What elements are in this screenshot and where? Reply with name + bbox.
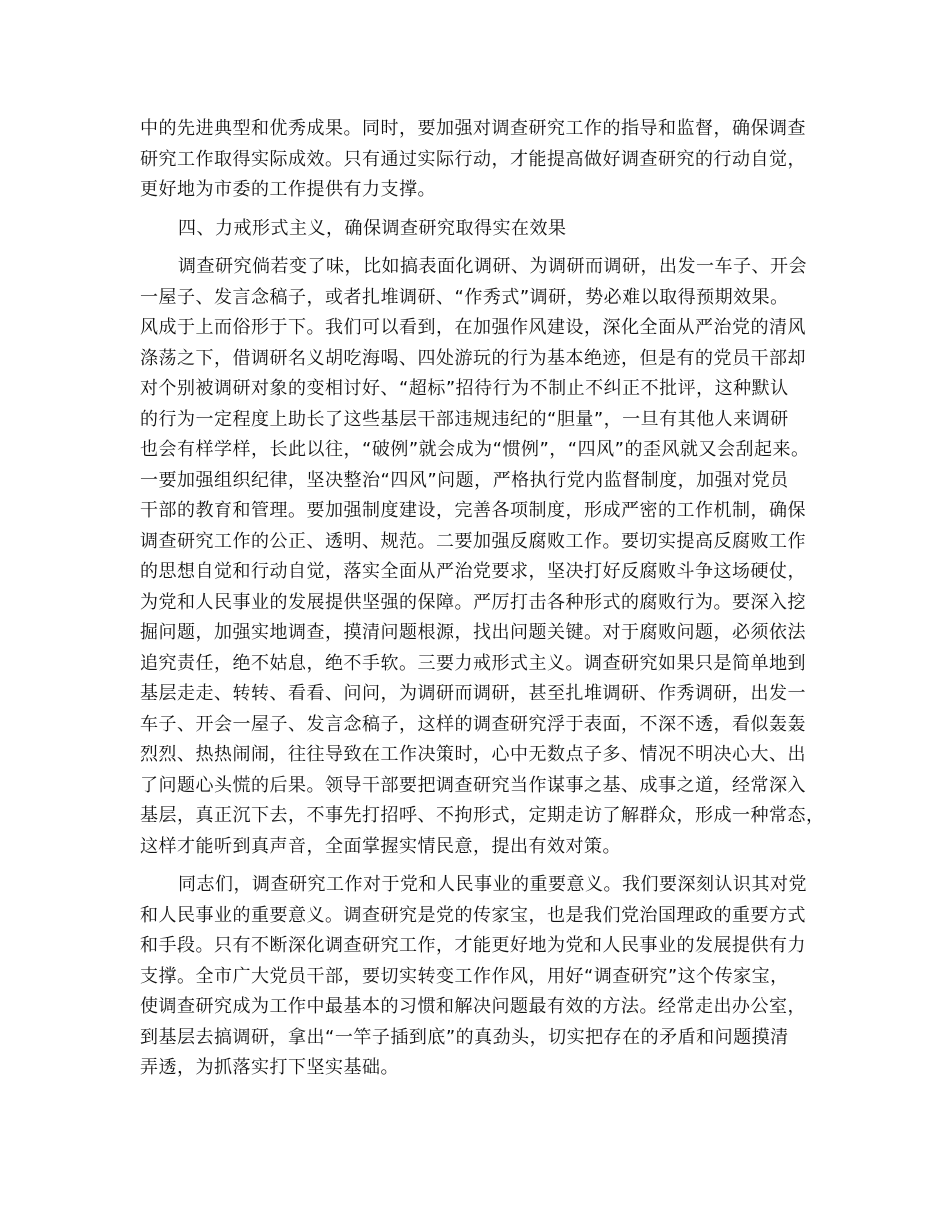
text-line: 涤荡之下，借调研名义胡吃海喝、四处游玩的行为基本绝迹，但是有的党员干部却 bbox=[140, 347, 806, 369]
text-line: 使调查研究成为工作中最基本的习惯和解决问题最有效的方法。经常走出办公室， bbox=[140, 996, 806, 1017]
text-line: 基层，真正沉下去，不事先打招呼、不拘形式，定期走访了解群众，形成一种常态， bbox=[140, 805, 825, 826]
paragraph-closing bbox=[140, 870, 830, 1084]
text-line: 干部的教育和管理。要加强制度建设，完善各项制度，形成严密的工作机制，确保 bbox=[140, 500, 806, 521]
text-line: 支撑。全市广大党员干部，要切实转变工作作风，用好“调查研究”这个传家宝， bbox=[140, 965, 789, 987]
heading-text: 四、力戒形式主义，确保调查研究取得实在效果 bbox=[178, 217, 567, 239]
text-line: 和手段。只有不断深化调查研究工作，才能更好地为党和人民事业的发展提供有力 bbox=[140, 935, 806, 956]
text-line: 风成于上而俗形于下。我们可以看到，在加强作风建设，深化全面从严治党的清风 bbox=[140, 317, 806, 338]
text-line: 和人民事业的重要意义。调查研究是党的传家宝，也是我们党治国理政的重要方式 bbox=[140, 904, 806, 926]
text-line: 为党和人民事业的发展提供坚强的保障。严厉打击各种形式的腐败行为。要深入挖 bbox=[140, 591, 806, 613]
text-line: 调查研究倘若变了味，比如搞表面化调研、为调研而调研，出发一车子、开会 bbox=[178, 256, 807, 277]
text-line: 同志们，调查研究工作对于党和人民事业的重要意义。我们要深刻认识其对党 bbox=[178, 874, 807, 895]
text-line: 研究工作取得实际成效。只有通过实际行动，才能提高做好调查研究的行动自觉， bbox=[140, 148, 806, 170]
text-line: 对个别被调研对象的变相讨好、“超标”招待行为不制止不纠正不批评，这种默认 bbox=[140, 378, 789, 399]
text-line: 了问题心头慌的后果。领导干部要把调查研究当作谋事之基、成事之道，经常深入 bbox=[140, 774, 806, 796]
text-line: 也会有样学样，长此以往，“破例”就会成为“惯例”，“四风”的歪风就又会刮起来。 bbox=[140, 439, 810, 460]
document-body bbox=[140, 114, 830, 1084]
text-line: 这样才能听到真声音，全面掌握实情民意，提出有效对策。 bbox=[140, 835, 621, 857]
paragraph-continuation bbox=[140, 114, 830, 206]
text-line: 掘问题，加强实地调查，摸清问题根源，找出问题关键。对于腐败问题，必须依法 bbox=[140, 622, 806, 643]
text-line: 更好地为市委的工作提供有力支撑。 bbox=[140, 179, 436, 200]
text-line: 调查研究工作的公正、透明、规范。二要加强反腐败工作。要切实提高反腐败工作 bbox=[140, 530, 806, 552]
text-line: 到基层去搞调研，拿出“一竿子插到底”的真劲头，切实把存在的矛盾和问题摸清 bbox=[140, 1026, 789, 1048]
text-line: 追究责任，绝不姑息，绝不手软。三要力戒形式主义。调查研究如果只是简单地到 bbox=[140, 652, 806, 674]
text-line: 一要加强组织纪律，坚决整治“四风”问题，严格执行党内监督制度，加强对党员 bbox=[140, 469, 789, 491]
text-line: 基层走走、转转、看看、问问，为调研而调研，甚至扎堆调研、作秀调研，出发一 bbox=[140, 683, 806, 704]
text-line: 的思想自觉和行动自觉，落实全面从严治党要求，坚决打好反腐败斗争这场硬仗， bbox=[140, 561, 806, 582]
text-line: 一屋子、发言念稿子，或者扎堆调研、“作秀式”调研，势必难以取得预期效果。 bbox=[140, 286, 789, 308]
text-line: 弄透，为抓落实打下坚实基础。 bbox=[140, 1057, 399, 1078]
text-line: 烈烈、热热闹闹，往往导致在工作决策时，心中无数点子多、情况不明决心大、出 bbox=[140, 744, 806, 765]
text-line: 的行为一定程度上助长了这些基层干部违规违纪的“胆量”，一旦有其他人来调研 bbox=[140, 408, 789, 430]
section-heading bbox=[140, 214, 830, 245]
text-line: 中的先进典型和优秀成果。同时，要加强对调查研究工作的指导和监督，确保调查 bbox=[140, 118, 806, 139]
text-line: 车子、开会一屋子、发言念稿子，这样的调查研究浮于表面，不深不透，看似轰轰 bbox=[140, 713, 806, 735]
paragraph-section-four bbox=[140, 252, 830, 862]
